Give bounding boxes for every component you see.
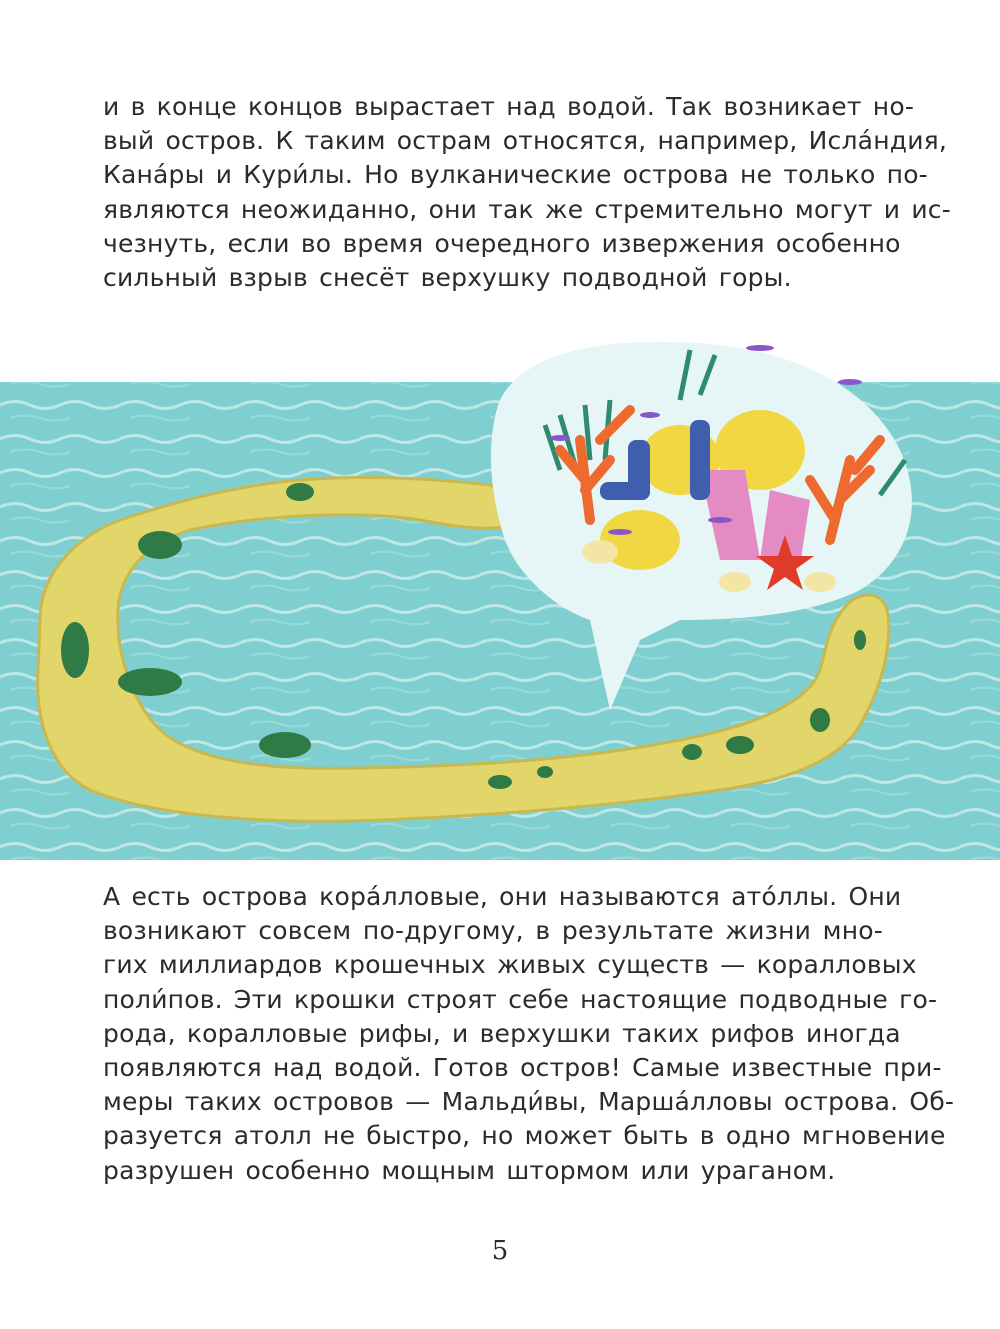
text-line: Кана́ры и Кури́лы. Но вулканические острова не только по- [103, 160, 928, 190]
vegetation [286, 483, 314, 501]
vegetation [118, 668, 182, 696]
paragraph-bottom [103, 880, 955, 1188]
vegetation [488, 775, 512, 789]
text-line: гих миллиардов крошечных живых существ — коралловых [103, 950, 917, 980]
text-line: и в конце концов вырастает над водой. Так возникает но- [103, 92, 915, 121]
text-line: рода, коралловые рифы, и верхушки таких рифов иногда [103, 1018, 901, 1048]
text-line: поли́пов. Эти крошки строят себе настоящие подводные го- [103, 984, 938, 1014]
text-line: А есть острова кора́лловые, они называются ато́ллы. Они [103, 882, 902, 911]
vegetation [259, 732, 311, 758]
vegetation [61, 622, 89, 678]
vegetation [726, 736, 754, 754]
vegetation [810, 708, 830, 732]
text-line: разуется атолл не быстро, но может быть в одно мгновение [103, 1121, 946, 1151]
text-line: сильный взрыв снесёт верхушку подводной горы. [103, 263, 792, 293]
text-line: являются неожиданно, они так же стремительно могут и ис- [103, 194, 951, 224]
paragraph-top [103, 90, 951, 295]
text-line: разрушен особенно мощным штормом или ураганом. [103, 1155, 836, 1185]
vegetation [854, 630, 866, 650]
vegetation [682, 744, 702, 760]
text-line: возникают совсем по-другому, в результате жизни мно- [103, 916, 883, 946]
vegetation [138, 531, 182, 559]
text-line: меры таких островов — Мальди́вы, Марша́лловы острова. Об- [103, 1087, 955, 1117]
page-number: 5 [491, 1236, 509, 1266]
atoll-illustration [0, 320, 1000, 860]
vegetation [537, 766, 553, 778]
text-line: появляются над водой. Готов остров! Самые известные при- [103, 1053, 942, 1083]
text-line: чезнуть, если во время очередного извержения особенно [103, 228, 901, 258]
text-line: вый остров. К таким острам относятся, например, Исла́ндия, [103, 126, 948, 156]
